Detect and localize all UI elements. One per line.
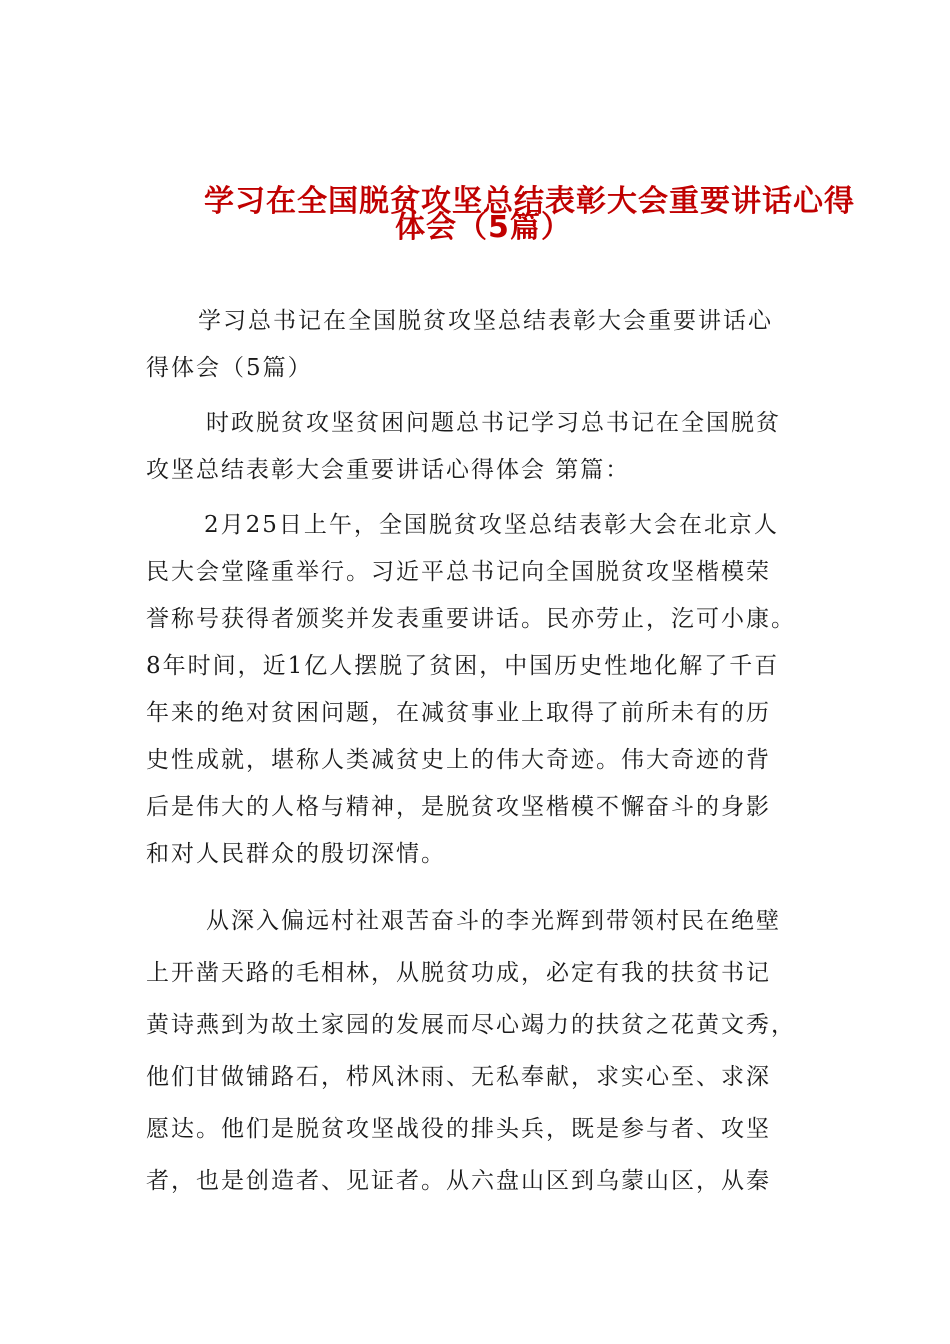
paragraph-1-line-2: 得体会（5篇） [146,355,313,381]
paragraph-3-line-2: 民大会堂隆重举行。习近平总书记向全国脱贫攻坚楷模荣 [146,559,771,585]
paragraph-3-line-5: 年来的绝对贫困问题，在减贫事业上取得了前所未有的历 [146,700,771,726]
paragraph-3-line-7: 后是伟大的人格与精神，是脱贫攻坚楷模不懈奋斗的身影 [146,794,771,820]
paragraph-3-line-6: 史性成就，堪称人类减贫史上的伟大奇迹。伟大奇迹的背 [146,747,771,773]
paragraph-1-line-1: 学习总书记在全国脱贫攻坚总结表彰大会重要讲话心 [198,308,773,334]
paragraph-3-line-8: 和对人民群众的殷切深情。 [146,841,446,867]
paragraph-4-line-1: 从深入偏远村社艰苦奋斗的李光辉到带领村民在绝壁 [206,908,781,934]
paragraph-4-line-3: 黄诗燕到为故土家园的发展而尽心竭力的扶贫之花黄文秀， [146,1012,796,1038]
document-title-line-2: 体会（5篇） [395,210,572,245]
paragraph-3-line-4: 8年时间，近1亿人摆脱了贫困，中国历史性地化解了千百 [146,653,780,679]
paragraph-4-line-2: 上开凿天路的毛相林，从脱贫功成，必定有我的扶贫书记 [146,960,771,986]
paragraph-4-line-6: 者，也是创造者、见证者。从六盘山区到乌蒙山区，从秦 [146,1168,771,1194]
document-title-line-1: 学习在全国脱贫攻坚总结表彰大会重要讲话心得 [204,184,855,219]
paragraph-2-line-2: 攻坚总结表彰大会重要讲话心得体会 第篇： [146,457,631,483]
paragraph-3-line-1: 2月25日上午，全国脱贫攻坚总结表彰大会在北京人 [204,512,779,538]
paragraph-4-line-4: 他们甘做铺路石，栉风沐雨、无私奉献，求实心至、求深 [146,1064,771,1090]
paragraph-4-line-5: 愿达。他们是脱贫攻坚战役的排头兵，既是参与者、攻坚 [146,1116,771,1142]
paragraph-3-line-3: 誉称号获得者颁奖并发表重要讲话。民亦劳止，汔可小康。 [146,606,796,632]
paragraph-2-line-1: 时政脱贫攻坚贫困问题总书记学习总书记在全国脱贫 [206,410,781,436]
